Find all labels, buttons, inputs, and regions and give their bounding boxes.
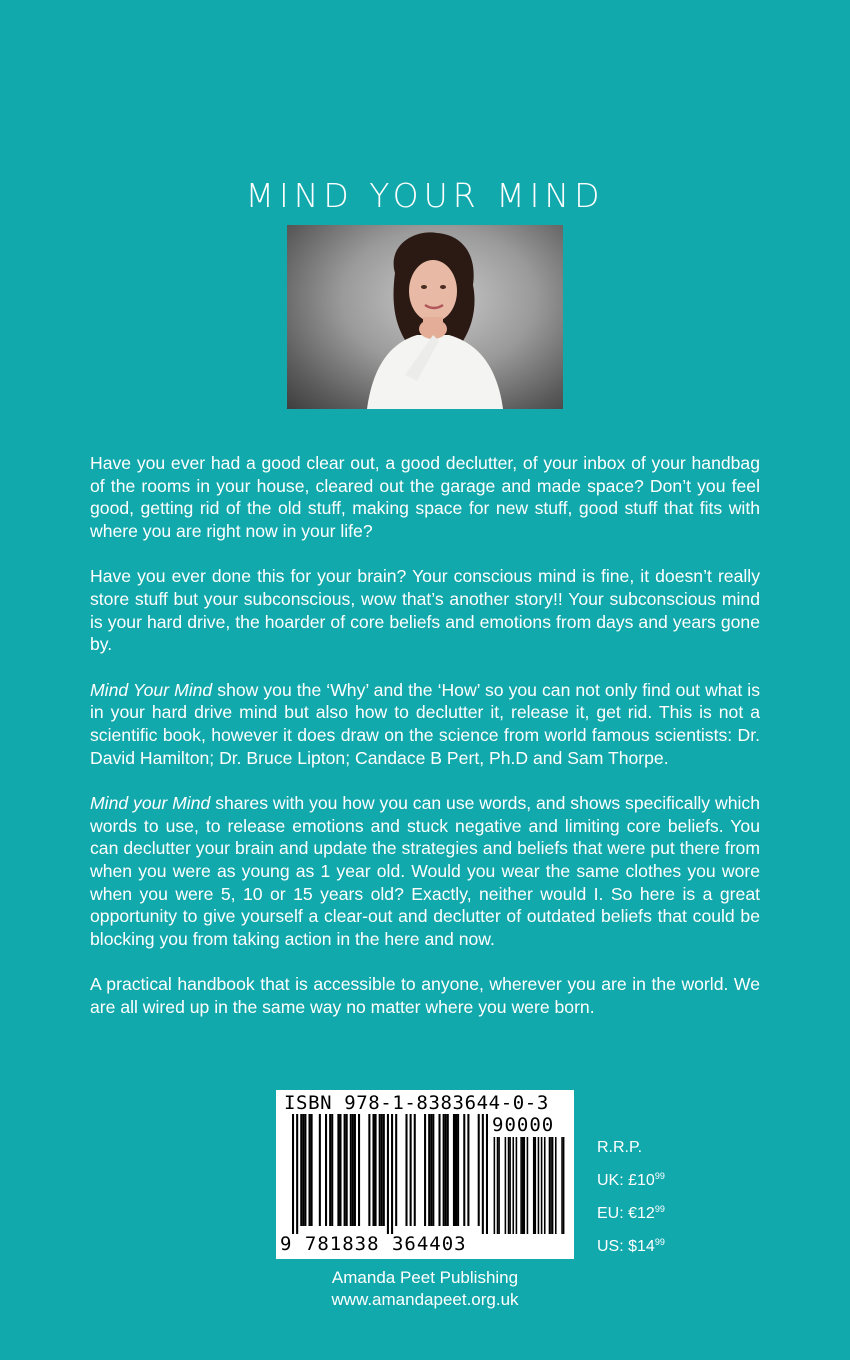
barcode-bar [372,1114,374,1226]
barcode-bar [350,1114,352,1226]
barcode-addon-bar [550,1137,552,1234]
barcode-bar [329,1114,331,1226]
barcode-bar [339,1114,341,1226]
barcode-bar [325,1114,327,1226]
barcode-bar [379,1114,381,1226]
barcode-bar [375,1114,377,1226]
barcode-addon-bar [505,1137,507,1234]
barcode-bar [410,1114,412,1226]
barcode-addon-bar [552,1137,554,1234]
barcode-bar [405,1114,407,1226]
price-us: US: $\$14^{99}$ [597,1237,665,1255]
barcode-bar [486,1114,488,1234]
barcode-addon-bar [494,1137,496,1234]
barcode-bar [482,1114,484,1234]
barcode-bar [344,1114,346,1226]
barcode-bar [432,1114,434,1226]
barcode-bar [309,1114,311,1226]
barcode-bar [428,1114,430,1226]
barcode-bar [391,1114,393,1234]
blurb-paragraph-3 [90,679,760,769]
book-title-inline: Mind your Mind [90,793,211,814]
barcode-addon-bar [516,1137,518,1234]
barcode-addon-number: 90000 [492,1114,555,1136]
price-uk: UK: $£10^{99}$ [597,1171,665,1189]
barcode-bar [352,1114,354,1226]
barcode-bar [368,1114,370,1226]
barcode-bar [438,1114,440,1226]
barcode-addon-bar [533,1137,535,1234]
barcode-bar [337,1114,339,1226]
publisher-url: www.amandapeet.org.uk [331,1290,519,1309]
barcode-bar [331,1114,333,1226]
price-eu: EU: $€12^{99}$ [597,1204,665,1222]
barcode-bar [292,1114,294,1234]
barcode-addon-bar [563,1137,565,1234]
barcode-addon-bar [523,1137,525,1234]
paragraph-3-text: show you the ‘Why’ and the ‘How’ so you can not only find out what is in your hard drive mind but also how to declutter it, release it, get rid. This is not a scientific book, however it does draw on the science from world famous scientists: Dr. David Hamilton; Dr. Bruce Lipton; Candace B Pert, Ph.D and Sam Thorpe. [90,679,761,768]
barcode-bar [443,1114,445,1226]
barcode-bar [467,1114,469,1226]
barcode-addon-bar [520,1137,522,1234]
publisher-info [0,1267,850,1311]
paragraph-4-text: shares with you how you can use words, and shows specifically which words to use, to release emotions and stuck negative and limiting core beliefs. You can declutter your brain and update the strategies and beliefs that were put there from when you were as young as 1 year old. Would you wear the same clothes you wore when you were 5, 10 or 15 years old? Exactly, neither would I. So here is a great opportunity to give yourself a clear-out and declutter of outdated beliefs that could be blocking you from taking action in the here and now. [90,793,760,949]
barcode-addon-bar [508,1137,510,1234]
book-title: MIND YOUR MIND [245,176,605,215]
barcode-bar [453,1114,455,1226]
barcode-bar [311,1114,313,1226]
barcode-bar [478,1114,480,1226]
barcode-addon-bar [544,1137,546,1234]
barcode-addon-bar [535,1137,537,1234]
author-photo [287,225,563,409]
price-label: R.R.P. [597,1139,643,1156]
barcode-bar [430,1114,432,1226]
barcode-bar [447,1114,449,1226]
barcode-bar [346,1114,348,1226]
blurb-paragraph-5: A practical handbook that is accessible to anyone, wherever you are in the world. We are all wired up in the same way no matter where you were born. [90,974,760,1017]
barcode-addon-bar [538,1137,540,1234]
blurb-paragraph-1: Have you ever had a good clear out, a good declutter, of your inbox of your handbag of the rooms in your house, cleared out the garage and made space? Don’t you feel good, getting rid of the old stuff, making space for new stuff, good stuff that fits with where you are right now in your life? [90,453,760,541]
barcode-bar [358,1114,360,1226]
barcode-addon-bar [561,1137,563,1234]
barcode-addon-bar [549,1137,551,1234]
barcode-bar [455,1114,457,1226]
barcode-bar [445,1114,447,1226]
book-title-inline: Mind Your Mind [90,679,213,700]
barcode-bar [300,1114,302,1226]
barcode-bars-icon [292,1114,488,1234]
barcode-bar [463,1114,465,1226]
barcode-addon-bar [509,1137,511,1234]
blurb-paragraph-2: Have you ever done this for your brain? Your conscious mind is fine, it doesn’t really store stuff but your subconscious, wow that’s another story!! Your subconscious mind is your hard drive, the hoarder of core beliefs and emotions from days and years gone by. [90,566,760,655]
ean-number: 9 781838 364403 [280,1233,467,1255]
barcode-addon-bar [512,1137,514,1234]
barcode-bar [395,1114,397,1226]
blurb-paragraph-4 [90,792,760,950]
author-portrait-icon [287,225,563,409]
barcode-bar [381,1114,383,1226]
blurb [90,452,760,1041]
barcode-addon-bars-icon [492,1137,566,1234]
barcode-bar [302,1114,304,1226]
publisher-name: Amanda Peet Publishing [331,1268,519,1287]
barcode-bar [414,1114,416,1226]
isbn-number: ISBN 978-1-8383644-0-3 [284,1092,549,1114]
barcode-addon-bar [498,1137,500,1234]
barcode-bar [457,1114,459,1226]
barcode-addon-bar [527,1137,529,1234]
barcode-bar [424,1114,426,1226]
barcode-bar [319,1114,321,1226]
barcode-bar [354,1114,356,1226]
barcode-addon-bar [522,1137,524,1234]
isbn-barcode [276,1090,574,1259]
price-list [597,1133,665,1261]
barcode-bar [383,1114,385,1226]
barcode-addon-bar [555,1137,557,1234]
barcode-bar [304,1114,306,1226]
barcode-addon-bar [541,1137,543,1234]
barcode-bar [387,1114,389,1234]
barcode-addon-bar [497,1137,499,1234]
barcode-bar [296,1114,298,1234]
